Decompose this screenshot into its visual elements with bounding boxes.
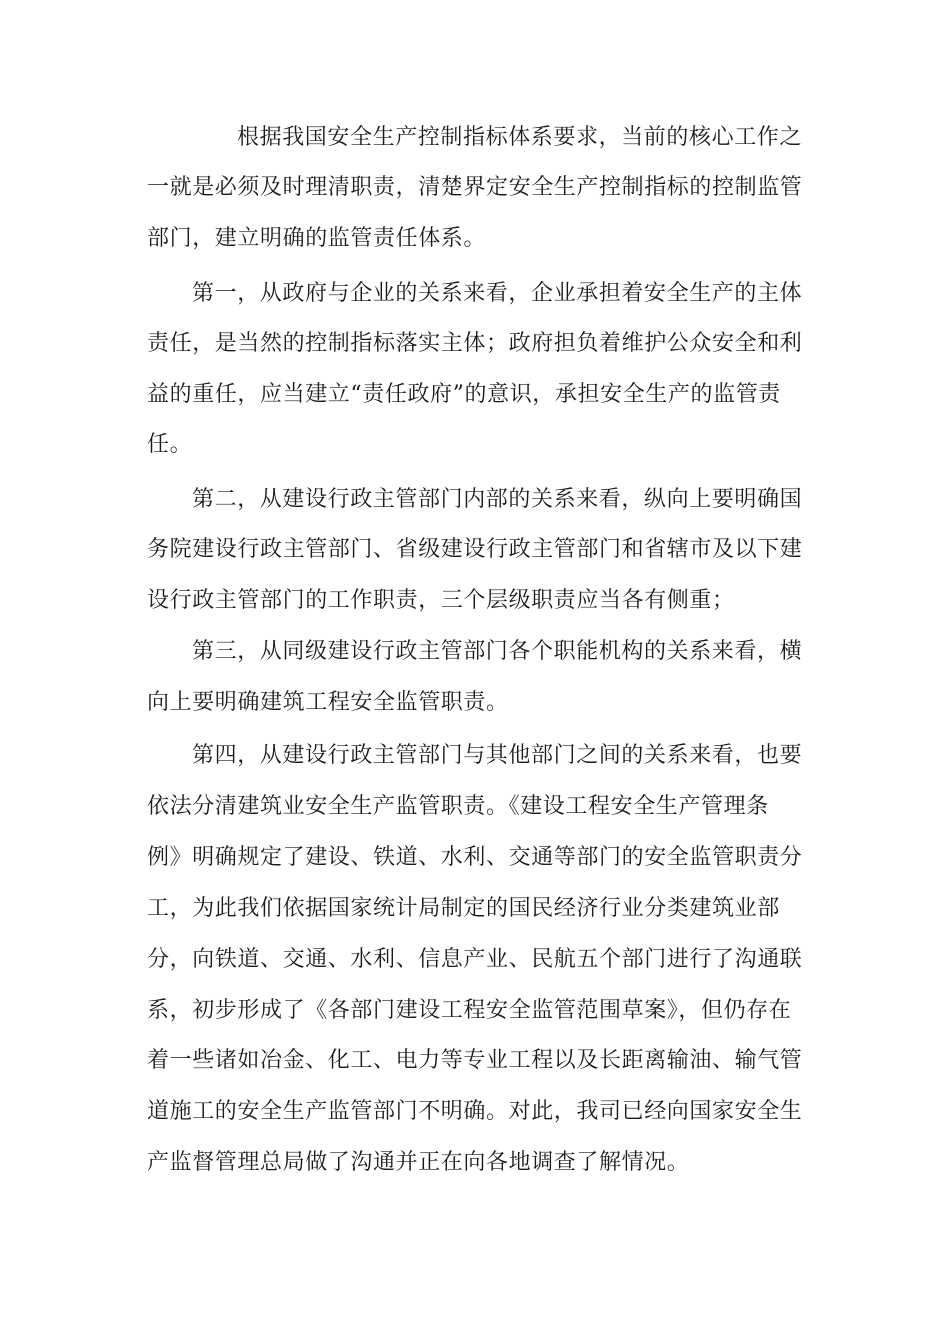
- paragraph-5-line-8: 道施工的安全生产监管部门不明确。对此，我司已经向国家安全生: [147, 1099, 803, 1124]
- paragraph-5-line-6: 系，初步形成了《各部门建设工程安全监管范围草案》，但仍存在: [147, 998, 792, 1023]
- paragraph-2-line-4: 任。: [147, 432, 193, 457]
- paragraph-3-line-1: 第二，从建设行政主管部门内部的关系来看，纵向上要明确国: [192, 487, 803, 512]
- paragraph-1-line-2: 一就是必须及时理清职责，清楚界定安全生产控制指标的控制监管: [147, 175, 803, 200]
- paragraph-3-line-2: 务院建设行政主管部门、省级建设行政主管部门和省辖市及以下建: [147, 537, 803, 562]
- paragraph-4-line-2: 向上要明确建筑工程安全监管职责。: [147, 690, 509, 715]
- paragraph-5-line-2: 依法分清建筑业安全生产监管职责。《建设工程安全生产管理条: [147, 794, 769, 819]
- paragraph-4-line-1: 第三，从同级建设行政主管部门各个职能机构的关系来看，横: [192, 639, 803, 664]
- paragraph-2-line-1: 第一，从政府与企业的关系来看，企业承担着安全生产的主体: [192, 281, 803, 306]
- paragraph-5-line-9: 产监督管理总局做了沟通并正在向各地调查了解情况。: [147, 1150, 690, 1175]
- paragraph-1-line-1: 根据我国安全生产控制指标体系要求，当前的核心工作之: [237, 125, 803, 150]
- paragraph-3-line-3: 设行政主管部门的工作职责，三个层级职责应当各有侧重；: [147, 588, 735, 613]
- paragraph-5-line-3: 例》明确规定了建设、铁道、水利、交通等部门的安全监管职责分: [147, 845, 803, 870]
- paragraph-2-line-3: 益的重任，应当建立“责任政府”的意识，承担安全生产的监管责: [147, 382, 781, 407]
- paragraph-5-line-7: 着一些诸如冶金、化工、电力等专业工程以及长距离输油、输气管: [147, 1048, 803, 1073]
- paragraph-5-line-1: 第四，从建设行政主管部门与其他部门之间的关系来看，也要: [192, 743, 803, 768]
- paragraph-5-line-4: 工，为此我们依据国家统计局制定的国民经济行业分类建筑业部: [147, 896, 780, 921]
- paragraph-1-line-3: 部门，建立明确的监管责任体系。: [147, 226, 487, 251]
- paragraph-2-line-2: 责任，是当然的控制指标落实主体；政府担负着维护公众安全和利: [147, 331, 803, 356]
- paragraph-5-line-5: 分，向铁道、交通、水利、信息产业、民航五个部门进行了沟通联: [147, 947, 803, 972]
